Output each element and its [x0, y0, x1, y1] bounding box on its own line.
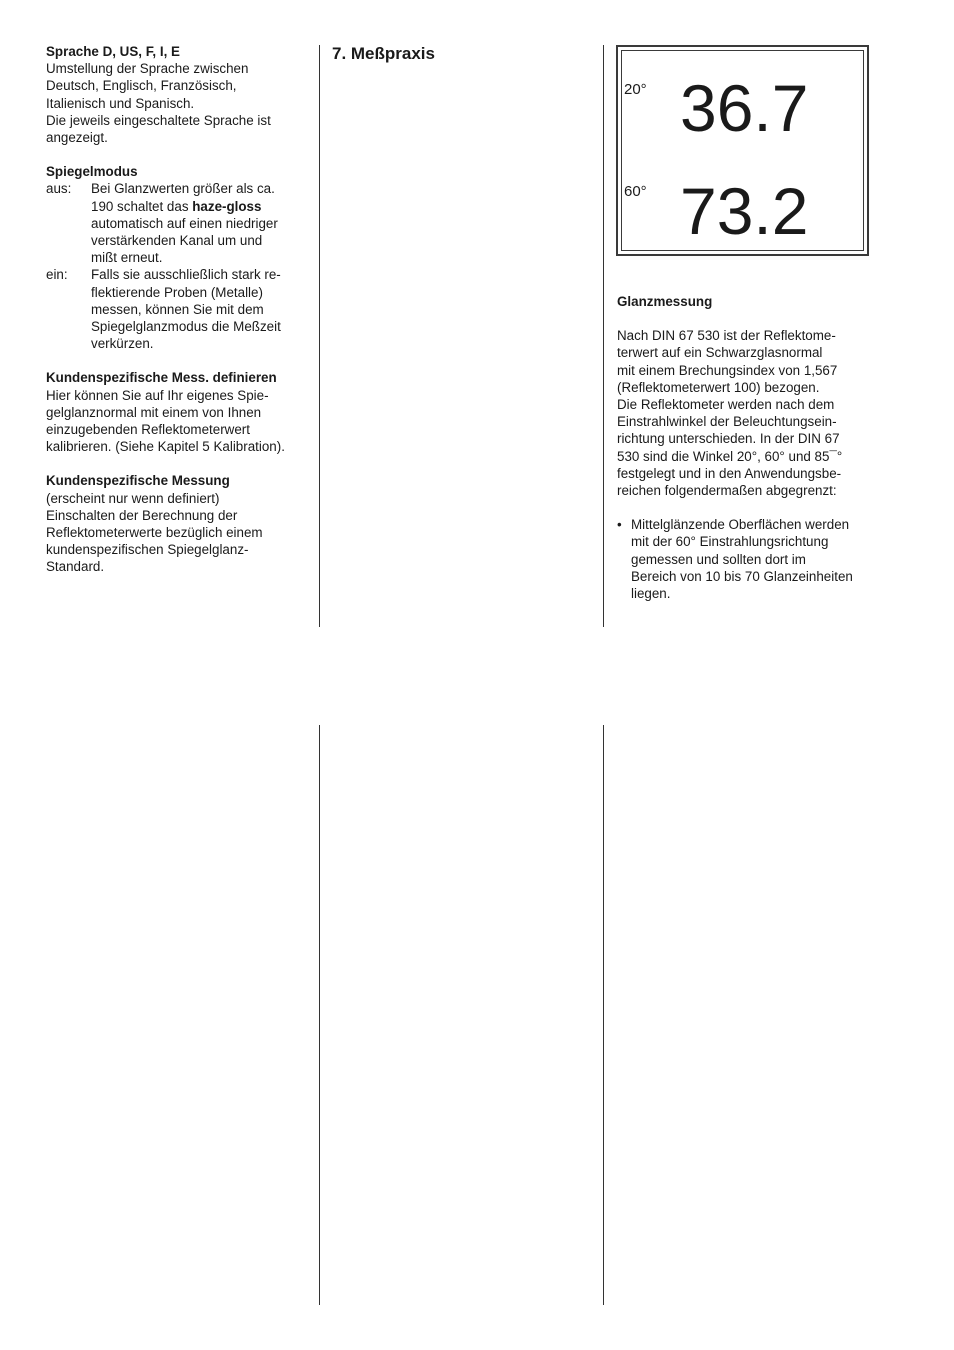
ein-text: Spiegelglanzmodus die Meßzeit	[91, 319, 281, 335]
angle-60-label: 60°	[624, 183, 647, 200]
ein-text: verkürzen.	[91, 336, 154, 352]
glanzmessung-text	[617, 327, 879, 499]
column-divider-bottom-2	[603, 725, 604, 1305]
spiegelmodus-heading: Spiegelmodus	[46, 164, 138, 180]
sprache-section	[46, 43, 311, 146]
aus-text: 190 schaltet das haze-gloss	[91, 198, 262, 214]
ein-term: ein:	[46, 267, 68, 283]
middle-column	[332, 44, 592, 64]
left-column	[46, 43, 311, 593]
glanzmessung-line: (Reflektometerwert 100) bezogen.	[617, 379, 820, 395]
glanzmessung-line: Einstrahlwinkel der Beleuchtungsein-	[617, 414, 837, 430]
bullet-line: Bereich von 10 bis 70 Glanzeinheiten	[631, 568, 853, 584]
kundenspez-mess-section	[46, 472, 311, 575]
aus-text: Bei Glanzwerten größer als ca.	[91, 181, 275, 197]
kundenspez-def-text: Hier können Sie auf Ihr eigenes Spie-	[46, 387, 269, 403]
kundenspez-def-text: kalibrieren. (Siehe Kapitel 5 Kalibration).	[46, 439, 285, 455]
glanzmessung-line: Die Reflektometer werden nach dem	[617, 397, 835, 413]
ein-text: flektierende Proben (Metalle)	[91, 284, 263, 300]
haze-gloss-bold: haze-gloss	[192, 198, 262, 214]
kundenspez-mess-heading: Kundenspezifische Messung	[46, 473, 230, 489]
glanzmessung-line: richtung unterschieden. In der DIN 67	[617, 431, 840, 447]
bullet-line: mit der 60° Einstrahlungsrichtung	[631, 534, 829, 550]
sprache-text: Italienisch und Spanisch.	[46, 95, 195, 111]
kundenspez-mess-text: Reflektometerwerte bezüglich einem	[46, 525, 263, 541]
ein-text: messen, können Sie mit dem	[91, 301, 264, 317]
aus-text: verstärkenden Kanal um und	[91, 233, 263, 249]
kundenspez-mess-text: kundenspezifischen Spiegelglanz-	[46, 542, 249, 558]
sprache-text: angezeigt.	[46, 130, 108, 146]
glanzmessung-line: terwert auf ein Schwarzglasnormal	[617, 345, 823, 361]
aus-text: mißt erneut.	[91, 250, 163, 266]
bullet-line: liegen.	[631, 586, 671, 602]
kundenspez-mess-text: Einschalten der Berechnung der	[46, 507, 238, 523]
glanzmessung-line: Nach DIN 67 530 ist der Reflektome-	[617, 328, 836, 344]
reading-20-value: 36.7	[680, 71, 809, 145]
kundenspez-def-text: einzugebenden Reflektometerwert	[46, 422, 250, 438]
right-column	[617, 293, 879, 602]
glanzmessung-heading-block	[617, 293, 879, 310]
bullet-line: Mittelglänzende Oberflächen werden	[631, 517, 850, 533]
kundenspez-mess-text: (erscheint nur wenn definiert)	[46, 490, 220, 506]
column-divider-top-1	[319, 45, 320, 627]
gloss-meter-display	[616, 45, 869, 256]
sprache-text: Umstellung der Sprache zwischen	[46, 61, 249, 77]
spiegelmodus-ein	[46, 266, 311, 352]
sprache-heading: Sprache D, US, F, I, E	[46, 44, 180, 59]
aus-text: automatisch auf einen niedriger	[91, 215, 278, 231]
column-divider-top-2	[603, 45, 604, 627]
reading-60-value: 73.2	[680, 174, 809, 248]
kundenspez-def-section	[46, 369, 311, 455]
glanzmessung-line: festgelegt und in den Anwendungsbe-	[617, 465, 842, 481]
glanzmessung-line: mit einem Brechungsindex von 1,567	[617, 362, 838, 378]
bullet-item	[617, 516, 879, 602]
kundenspez-def-text: gelglanznormal mit einem von Ihnen	[46, 404, 262, 420]
bullet-line: gemessen und sollten dort im	[631, 551, 806, 567]
display-inner-frame	[621, 50, 864, 251]
spiegelmodus-aus	[46, 180, 311, 266]
kundenspez-def-heading: Kundenspezifische Mess. definieren	[46, 370, 277, 386]
angle-20-label: 20°	[624, 81, 647, 98]
bullet-symbol: •	[617, 517, 622, 533]
aus-term: aus:	[46, 181, 72, 197]
glanzmessung-line: reichen folgendermaßen abgegrenzt:	[617, 483, 837, 499]
ein-text: Falls sie ausschließlich stark re-	[91, 267, 281, 283]
column-divider-bottom-1	[319, 725, 320, 1305]
kundenspez-mess-text: Standard.	[46, 559, 105, 575]
sprache-text: Die jeweils eingeschaltete Sprache ist	[46, 112, 271, 128]
section-title: 7. Meßpraxis	[332, 44, 435, 63]
glanzmessung-line: 530 sind die Winkel 20°, 60° und 85¯°	[617, 448, 843, 464]
sprache-text: Deutsch, Englisch, Französisch,	[46, 78, 237, 94]
glanzmessung-heading: Glanzmessung	[617, 294, 713, 309]
spiegelmodus-section	[46, 163, 311, 352]
